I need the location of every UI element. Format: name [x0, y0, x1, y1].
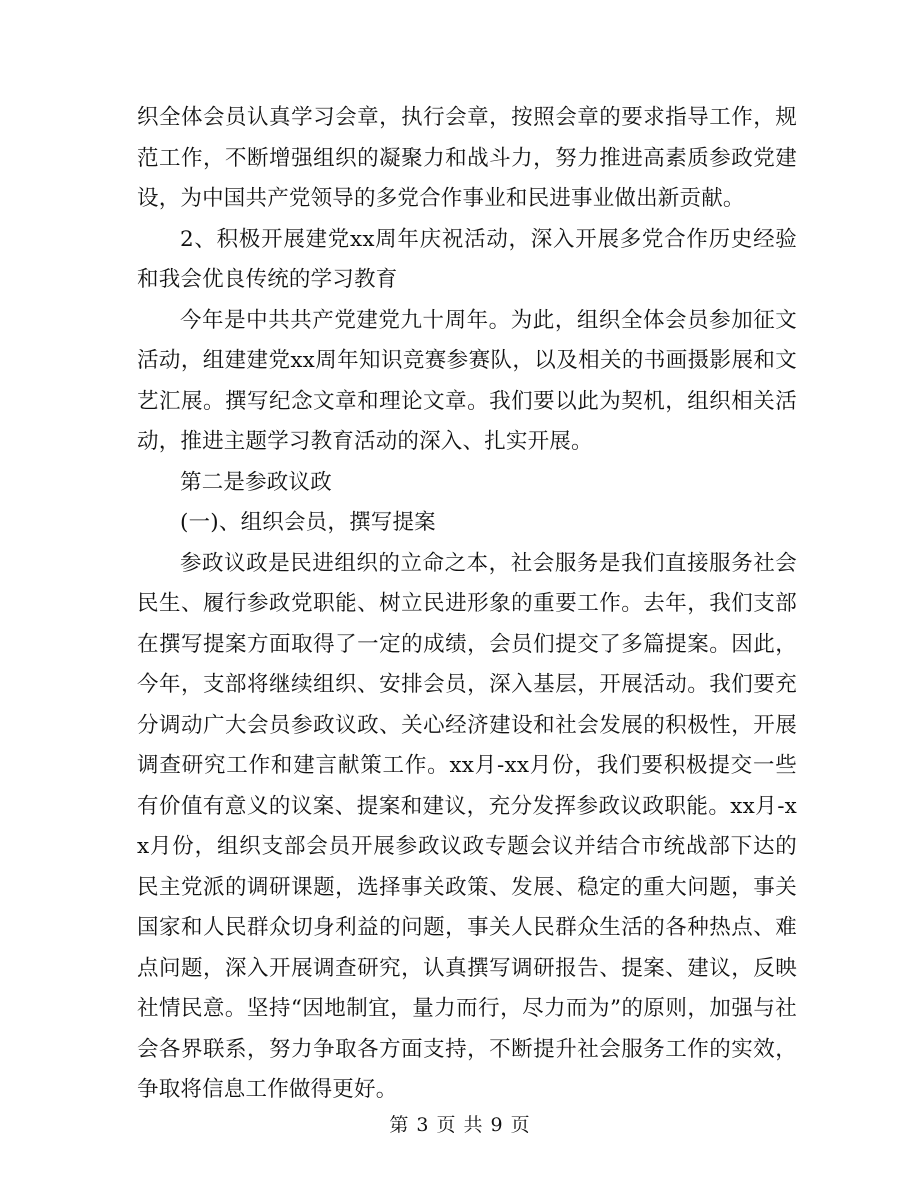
- paragraph-6: 参政议政是民进组织的立命之本，社会服务是我们直接服务社会民生、履行参政党职能、树立民进形象的重要工作。去年，我们支部在撰写提案方面取得了一定的成绩，会员们提交了多篇提案。因此，今年，支部将继续组织、安排会员，深入基层，开展活动。我们要充分调动广大会员参政议政、关心经济建设和社会发展的积极性，开展调查研究工作和建言献策工作。xx月-xx月份，我们要积极提交一些有价值有意义的议案、提案和建议，充分发挥参政议政职能。xx月-xx月份，组织支部会员开展参政议政专题会议并结合市统战部下达的民主党派的调研课题，选择事关政策、发展、稳定的重大问题，事关国家和人民群众切身利益的问题，事关人民群众生活的各种热点、难点问题，深入开展调查研究，认真撰写调研报告、提案、建议，反映社情民意。坚持“因地制宜，量力而行，尽力而为”的原则，加强与社会各界联系，努力争取各方面支持，不断提升社会服务工作的实效，争取将信息工作做得更好。: [137, 550, 797, 1102]
- page-number-footer: 第 3 页 共 9 页: [389, 1114, 531, 1136]
- section-heading: 第二是参政议政: [180, 469, 332, 495]
- paragraph-3: 今年是中共共产党建党九十周年。为此，组织全体会员参加征文活动，组建建党xx周年知识竞赛参赛队，以及相关的书画摄影展和文艺汇展。撰写纪念文章和理论文章。我们要以此为契机，组织相关活动，推进主题学习教育活动的深入、扎实开展。: [137, 307, 797, 454]
- paragraph-1: 织全体会员认真学习会章，执行会章，按照会章的要求指导工作，规范工作，不断增强组织的凝聚力和战斗力，努力推进高素质参政党建设，为中国共产党领导的多党合作事业和民进事业做出新贡献。: [137, 105, 797, 211]
- paragraph-2: 2、积极开展建党xx周年庆祝活动，深入开展多党合作历史经验和我会优良传统的学习教育: [137, 226, 797, 292]
- document-body: [137, 98, 797, 1111]
- subsection-heading: (一)、组织会员，撰写提案: [180, 510, 436, 535]
